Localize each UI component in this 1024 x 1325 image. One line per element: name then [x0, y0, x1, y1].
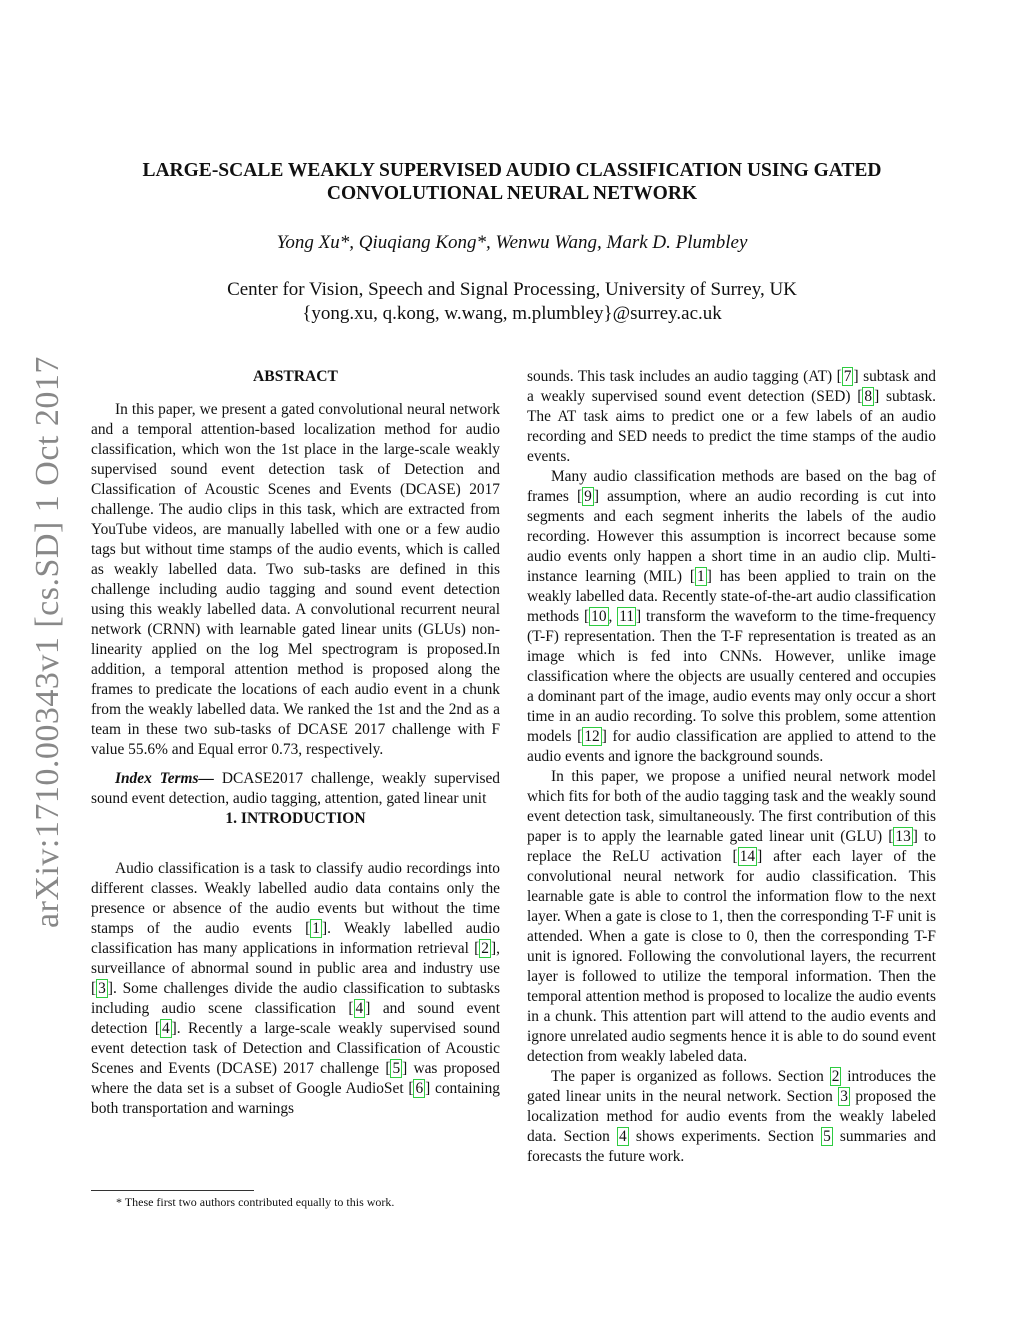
section-link[interactable]: 2: [831, 1068, 840, 1085]
citation-link[interactable]: 14: [739, 848, 756, 865]
citation-link[interactable]: 1: [697, 568, 705, 585]
index-terms-text: DCASE2017 challenge, weakly supervised sound event detection, audio tagging, attention, gated linear unit: [91, 770, 501, 807]
section-link[interactable]: 4: [618, 1128, 627, 1145]
citation-link[interactable]: 2: [481, 940, 489, 957]
section-link[interactable]: 3: [840, 1088, 848, 1105]
affiliation: Center for Vision, Speech and Signal Processing, University of Surrey, UK: [227, 279, 797, 300]
citation-link[interactable]: 7: [843, 368, 852, 385]
title-line-1: LARGE-SCALE WEAKLY SUPERVISED AUDIO CLASSIFICATION USING GATED: [142, 160, 882, 181]
citation-link[interactable]: 5: [392, 1060, 401, 1077]
index-terms-label: Index Terms—: [115, 770, 214, 787]
paper-title: [100, 159, 924, 205]
author-emails: {yong.xu, q.kong, w.wang, m.plumbley}@surrey.ac.uk: [302, 303, 722, 324]
citation-link[interactable]: 4: [355, 1000, 364, 1017]
citation-link[interactable]: 13: [895, 828, 911, 845]
intro-paragraph: In this paper, we propose a unified neural network model which fits for both of the audio tagging task and the weakly sound event detection task, simultaneously. The first contribution of this paper is to apply the learnable gated linear unit (GLU) [ 13 ] to replace the ReLU activation [ 14 ] after each layer of the convolutional neural network for audio classification. This learnable gate is able to control the information flow to the next layer. When a gate is close to 1, then the corresponding T-F unit is attended. When a gate is close to 0, then the corresponding T-F unit is ignored. Following the convolutional layers, the recurrent layer is followed to utilize the temporal information. Then the temporal attention method is proposed to localize the audio events in a chunk. This attention part will attend to the audio events and ignore unrelated audio segments hence it is able to do sound event detection from weakly labeled data.: [527, 768, 937, 1065]
author-list: Yong Xu*, Qiuqiang Kong*, Wenwu Wang, Mark D. Plumbley: [276, 232, 748, 253]
abstract-text: In this paper, we present a gated convolutional neural network and a temporal attention-based localization method for audio classification, which won the 1st place in the large-scale weakly supervised sound event detection task of Detection and Classification of Acoustic Scenes and Events (DCASE) 2017 challenge. The audio clips in this task, which are extracted from YouTube videos, are manually labelled with one or a few audio tags but without time stamps of the audio events, which is called as weakly labelled data. Two sub-tasks are defined in this challenge including audio tagging and sound event detection using this weakly labelled data. A convolutional recurrent neural network (CRNN) with learnable gated linear units (GLUs) non-linearity applied on the log Mel spectrogram is proposed.In addition, a temporal attention method is proposed along the frames to predicate the locations of each audio event in a chunk from the weakly labelled data. We ranked the 1st and the 2nd as a team in these two sub-tasks of DCASE 2017 challenge with F value 55.6% and Equal error 0.73, respectively.: [91, 401, 500, 758]
arxiv-identifier: arXiv:1710.00343v1 [cs.SD] 1 Oct 2017: [29, 356, 66, 928]
citation-link[interactable]: 10: [591, 608, 607, 625]
intro-paragraph-continued: sounds. This task includes an audio tagging (AT) [ 7 ] subtask and a weakly supervised sound event detection (SED) [ 8 ] subtask. The AT task aims to predict one or a few labels of an audio recording and SED needs to predict the time stamps of the audio events.: [527, 368, 936, 465]
citation-link[interactable]: 6: [415, 1080, 424, 1097]
intro-paragraph: The paper is organized as follows. Section 2 introduces the gated linear units in the neural network. Section 3 proposed the localization method for audio events from the weakly labeled data. Section 4 shows experiments. Section 5 summaries and forecasts the future work.: [527, 1068, 936, 1165]
citation-link[interactable]: 1: [312, 920, 320, 937]
citation-link[interactable]: 4: [161, 1020, 170, 1037]
affiliation-block: [100, 278, 924, 326]
citation-link[interactable]: 9: [584, 488, 592, 505]
citation-link[interactable]: 3: [98, 980, 106, 997]
citation-link[interactable]: 8: [864, 388, 873, 405]
citation-link[interactable]: 11: [619, 608, 635, 625]
footnote-divider: [91, 1190, 254, 1191]
left-column: [91, 367, 500, 1119]
footnote: * These first two authors contributed equally to this work.: [116, 1195, 395, 1209]
index-terms: [91, 769, 500, 809]
citation-link[interactable]: 12: [584, 728, 600, 745]
introduction-heading: 1. INTRODUCTION: [225, 810, 366, 827]
intro-paragraph: Audio classification is a task to classify audio recordings into different classes. Weakly labelled audio data contains only the presence or absence of the audio events but without the time stamps of the audio events [ 1 ]. Weakly labelled audio classification has many applications in information retrieval [ 2 ], surveillance of abnormal sound in public area and industry use [ 3 ]. Some challenges divide the audio classification to subtasks including audio scene classification [ 4 ] and sound event detection [ 4 ]. Recently a large-scale weakly supervised sound event detection task of Detection and Classification of Acoustic Scenes and Events (DCASE) 2017 challenge [ 5 ] was proposed where the data set is a subset of Google AudioSet [ 6 ] containing both transportation and warnings: [91, 860, 500, 1117]
title-line-2: CONVOLUTIONAL NEURAL NETWORK: [326, 183, 698, 204]
abstract-heading: ABSTRACT: [253, 368, 338, 385]
right-column: [527, 367, 936, 1167]
section-link[interactable]: 5: [823, 1128, 831, 1145]
intro-paragraph: Many audio classification methods are based on the bag of frames [ 9 ] assumption, where an audio recording is cut into segments and each segment inherits the labels of the audio recording. However this assumption is incorrect because some audio events only happen a short time in an audio clip. Multi-instance learning (MIL) [ 1 ] has been applied to train on the weakly labelled data. Recently state-of-the-art audio classification methods [ 10 , 11 ] transform the waveform to the time-frequency (T-F) representation. Then the T-F representation is treated as an image which is fed into CNNs. However, unlike image classification where the objects are usually centered and occupies a dominant part of the image, audio events may only occur a short time in an audio recording. To solve this problem, some attention models [ 12 ] for audio classification are applied to attend to the audio events and ignore the background sounds.: [527, 468, 937, 765]
